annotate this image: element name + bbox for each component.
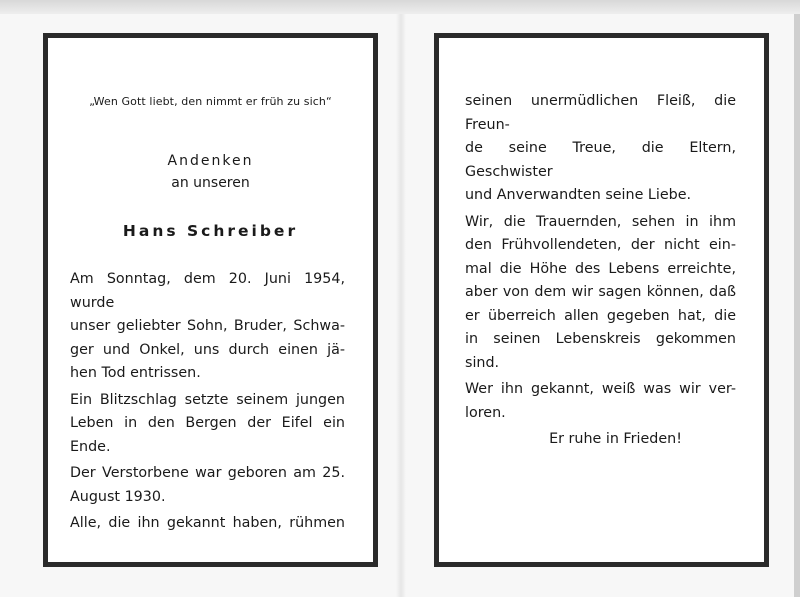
closing-line: Er ruhe in Frieden! [549, 431, 682, 447]
text-line: den Frühvollendeten, der nicht ein- [465, 237, 736, 253]
text-line: hen Tod entrissen. [70, 365, 201, 381]
paragraph [465, 90, 736, 208]
left-body-text [70, 268, 345, 539]
paragraph [70, 389, 345, 460]
text-line: in seinen Lebenskreis gekommen sind. [465, 331, 736, 371]
scan-right-edge [794, 14, 800, 597]
text-line: Wir, die Trauernden, sehen in ihm [465, 213, 736, 230]
text-line: ger und Onkel, uns durch einen jä- [70, 341, 345, 358]
text-line: Der Verstorbene war geboren am 25. [70, 465, 345, 481]
memorial-card-left [43, 33, 378, 567]
text-line: Wer ihn gekannt, weiß was wir ver- [465, 381, 736, 397]
text-line: Am Sonntag, dem 20. Juni 1954, wurde [70, 271, 345, 311]
deceased-name: Hans Schreiber [122, 222, 299, 240]
text-line: mal die Höhe des Lebens erreichte, [465, 260, 736, 277]
text-line: seinen unermüdlichen Fleiß, die Freun- [465, 93, 736, 133]
center-fold [396, 14, 406, 597]
right-body-text [465, 90, 736, 452]
text-line: und Anverwandten seine Liebe. [465, 187, 692, 203]
text-line: Ende. [70, 438, 111, 455]
text-line: unser geliebter Sohn, Bruder, Schwa- [70, 318, 345, 334]
paragraph [465, 378, 736, 425]
text-line: loren. [465, 404, 506, 421]
text-line: Ein Blitzschlag setzte seinem jungen [70, 391, 345, 408]
memorial-card-right [434, 33, 769, 567]
paragraph [70, 268, 345, 386]
text-line: de seine Treue, die Eltern, Geschwister [465, 140, 736, 180]
paragraph [465, 211, 736, 376]
subheading: an unseren [171, 175, 250, 191]
paragraph [70, 512, 345, 536]
paragraph [70, 462, 345, 509]
text-line: er überreich allen gegeben hat, die [465, 307, 736, 324]
text-line: Leben in den Bergen der Eifel ein [70, 415, 345, 431]
text-line: Alle, die ihn gekannt haben, rühmen [70, 515, 345, 531]
heading-andenken: Andenken [167, 153, 254, 169]
text-line: aber von dem wir sagen können, daß [465, 284, 736, 300]
text-line: August 1930. [70, 488, 166, 505]
motto-quote: „Wen Gott liebt, den nimmt er früh zu sich“ [89, 95, 332, 108]
